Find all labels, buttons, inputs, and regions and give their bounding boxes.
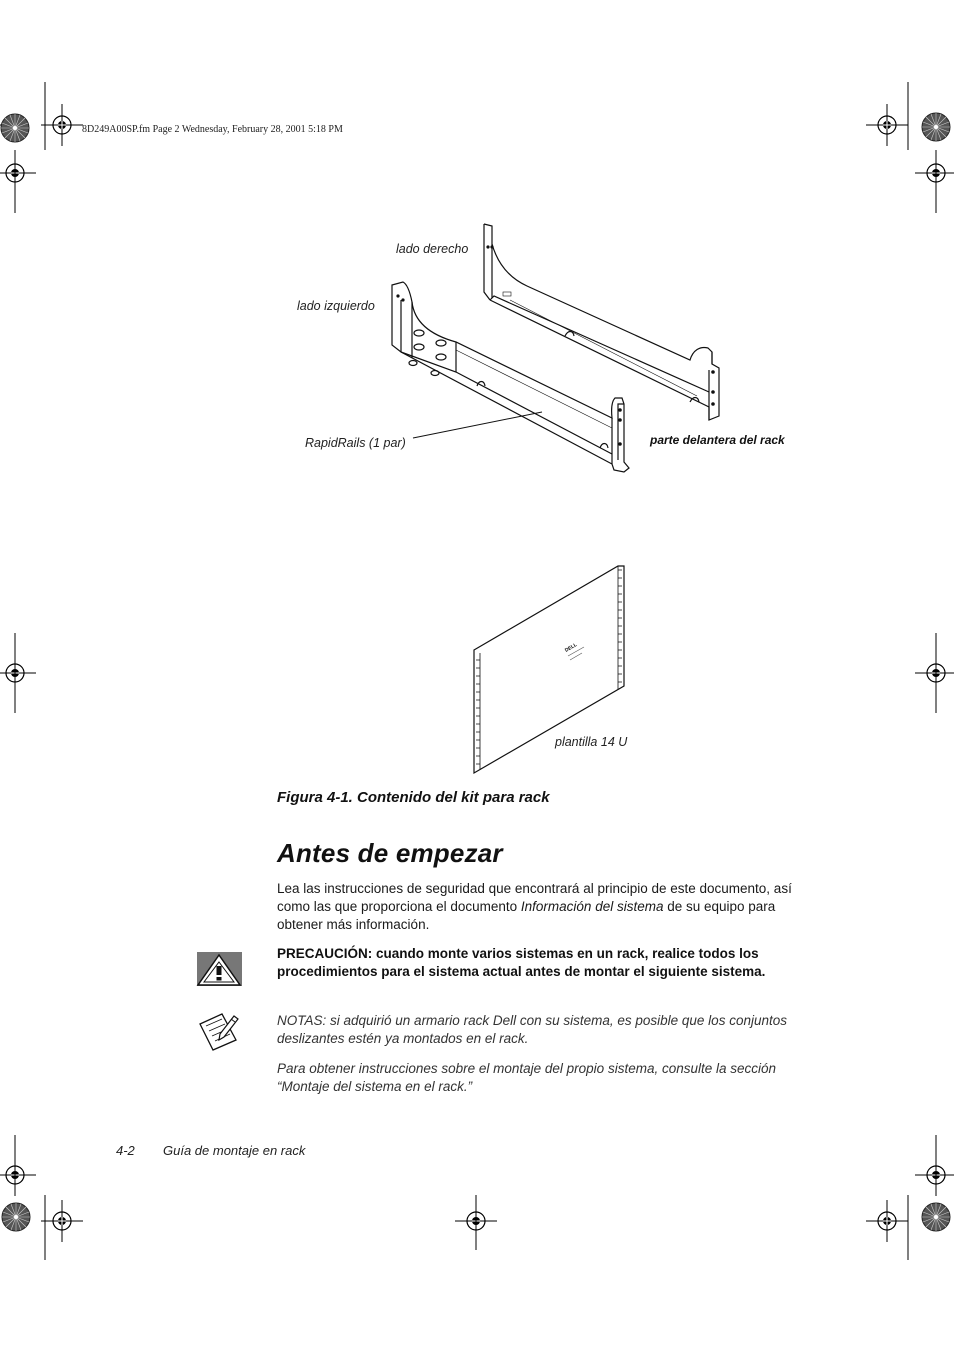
label-left-side: lado izquierdo [297,299,375,313]
note-text-secondary: Para obtener instrucciones sobre el montaje del propio sistema, consulte la sección “Montaje del sistema en el rack.” [277,1061,777,1094]
caution-icon [197,952,242,986]
intro-doc-reference: Información del sistema [520,899,664,914]
figure-caption: Figura 4-1. Contenido del kit para rack [277,789,550,806]
label-template: plantilla 14 U [555,735,628,749]
caution-text: PRECAUCIÓN: cuando monte varios sistemas en un rack, realice todos los procedimientos para el sistema actual antes de montar el siguiente sistema. [277,946,766,979]
footer-doc-title: Guía de montaje en rack [163,1143,306,1158]
section-heading: Antes de empezar [277,838,503,868]
intro-text-start: Lea las instrucciones de seguridad que encontrará al principio de este documento, así como las que proporciona el documento [277,881,792,914]
print-header: 8D249A00SP.fm Page 2 Wednesday, February 28, 2001 5:18 PM [82,124,343,135]
label-rack-front: parte delantera del rack [650,433,785,447]
intro-paragraph [277,880,822,934]
footer-page-number: 4-2 [116,1143,135,1158]
note-text: NOTAS: si adquirió un armario rack Dell con su sistema, es posible que los conjuntos deslizantes estén ya montados en el rack. [277,1013,787,1046]
intro-text-end: de su equipo para obtener más información. [277,899,776,932]
dell-logo [564,642,584,660]
note-icon [200,1014,238,1050]
rapidrails-leader-line [413,412,542,438]
label-right-side: lado derecho [396,242,469,256]
label-rapidrails: RapidRails (1 par) [305,436,406,450]
right-rail-drawing [484,224,719,420]
svg-text:DELL: DELL [564,642,579,654]
